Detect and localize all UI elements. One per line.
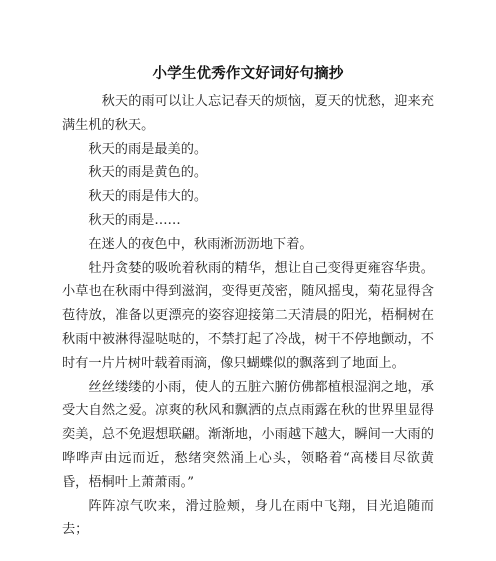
document-title: 小学生优秀作文好词好句摘抄 (152, 65, 344, 82)
paragraph-night-rain: 在迷人的夜色中，秋雨淅沥沥地下着。 (88, 236, 313, 252)
document-body (62, 90, 434, 542)
paragraph-cool-breeze: 阵阵凉气吹来，滑过脸颊，身儿在雨中飞翔，目光追随而去； (62, 498, 434, 538)
paragraph-yellow: 秋天的雨是黄色的。 (88, 165, 208, 181)
paragraph-most-beautiful: 秋天的雨是最美的。 (88, 141, 208, 157)
paragraph-peony: 牡丹贪婪的吸吮着秋雨的精华，想让自己变得更雍容华贵。小草也在秋雨中得到滋润，变得更茂密，随风摇曳，菊花显得含苞待放，准备以更漂亮的姿容迎接第二天清晨的阳光，梧桐树在秋雨中被淋得湿哒哒的，不禁打起了冷战，树干不停地颤动，不时有一片片树叶载着雨滴，像只蝴蝶似的飘落到了地面上。 (62, 260, 434, 371)
paragraph-drizzle: 丝丝缕缕的小雨，使人的五脏六腑仿佛都植根湿润之地，承受大自然之爱。凉爽的秋风和飘洒的点点雨露在秋的世界里显得奕美，总不免遐想联翩。渐渐地，小雨越下越大，瞬间一大雨的哗哗声由远而近，愁绪突然涌上心头，领略着“高楼目尽欲黄昏，梧桐叶上萧萧雨。” (62, 379, 434, 490)
paragraph-autumn-rain-intro: 秋天的雨可以让人忘记春天的烦恼，夏天的忧愁，迎来充满生机的秋天。 (62, 94, 434, 133)
paragraph-ellipsis: 秋天的雨是…… (88, 212, 181, 228)
paragraph-great: 秋天的雨是伟大的。 (88, 189, 208, 205)
